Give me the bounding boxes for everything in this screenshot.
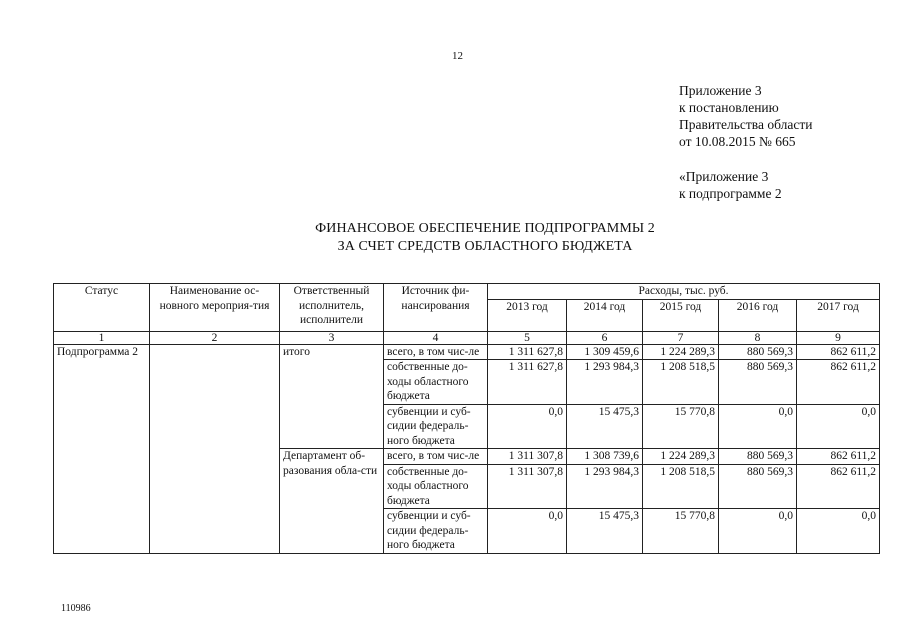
header-source: Источник фи-нансирования — [384, 284, 488, 332]
header-year: 2015 год — [643, 299, 719, 331]
page-number: 12 — [452, 50, 463, 62]
value-cell: 1 293 984,3 — [567, 464, 643, 509]
appendix-line: к подпрограмме 2 — [679, 186, 782, 201]
column-number: 8 — [719, 331, 797, 344]
name-cell — [150, 344, 280, 553]
value-cell: 15 770,8 — [643, 404, 719, 449]
value-cell: 0,0 — [488, 404, 567, 449]
value-cell: 880 569,3 — [719, 449, 797, 465]
value-cell: 1 311 627,8 — [488, 344, 567, 360]
value-cell: 862 611,2 — [797, 344, 880, 360]
header-year: 2013 год — [488, 299, 567, 331]
column-number: 2 — [150, 331, 280, 344]
financing-table — [53, 283, 880, 554]
header-year: 2014 год — [567, 299, 643, 331]
executor-cell: итого — [280, 344, 384, 449]
value-cell: 0,0 — [797, 509, 880, 554]
value-cell: 862 611,2 — [797, 360, 880, 405]
source-cell: собственные до-ходы областного бюджета — [384, 360, 488, 405]
value-cell: 0,0 — [488, 509, 567, 554]
value-cell: 15 475,3 — [567, 404, 643, 449]
value-cell: 15 475,3 — [567, 509, 643, 554]
value-cell: 1 311 627,8 — [488, 360, 567, 405]
column-number: 4 — [384, 331, 488, 344]
header-name: Наименование ос-новного мероприя-тия — [150, 284, 280, 332]
header-year: 2017 год — [797, 299, 880, 331]
value-cell: 15 770,8 — [643, 509, 719, 554]
value-cell: 1 308 739,6 — [567, 449, 643, 465]
column-number: 3 — [280, 331, 384, 344]
appendix-line: от 10.08.2015 № 665 — [679, 134, 796, 149]
column-number-row — [54, 331, 880, 344]
appendix-line: «Приложение 3 — [679, 169, 769, 184]
column-number: 9 — [797, 331, 880, 344]
title-line: ЗА СЧЕТ СРЕДСТВ ОБЛАСТНОГО БЮДЖЕТА — [337, 239, 633, 254]
source-cell: субвенции и суб-сидии федераль-ного бюджета — [384, 509, 488, 554]
header-expenses: Расходы, тыс. руб. — [488, 284, 880, 300]
column-number: 6 — [567, 331, 643, 344]
column-number: 5 — [488, 331, 567, 344]
value-cell: 1 224 289,3 — [643, 344, 719, 360]
value-cell: 862 611,2 — [797, 449, 880, 465]
table-row — [54, 344, 880, 360]
source-cell: собственные до-ходы областного бюджета — [384, 464, 488, 509]
source-cell: всего, в том чис-ле — [384, 344, 488, 360]
value-cell: 0,0 — [719, 404, 797, 449]
source-cell: всего, в том чис-ле — [384, 449, 488, 465]
appendix-line: Приложение 3 — [679, 83, 762, 98]
value-cell: 1 293 984,3 — [567, 360, 643, 405]
header-row — [54, 284, 880, 300]
column-number: 7 — [643, 331, 719, 344]
appendix-gap — [679, 150, 812, 168]
value-cell: 1 311 307,8 — [488, 464, 567, 509]
header-status: Статус — [54, 284, 150, 332]
appendix-line: Правительства области — [679, 117, 813, 132]
appendix-line: к постановлению — [679, 100, 779, 115]
value-cell: 880 569,3 — [719, 344, 797, 360]
status-cell: Подпрограмма 2 — [54, 344, 150, 553]
value-cell: 1 208 518,5 — [643, 464, 719, 509]
column-number: 1 — [54, 331, 150, 344]
value-cell: 862 611,2 — [797, 464, 880, 509]
header-executor: Ответственный исполнитель, исполнители — [280, 284, 384, 332]
value-cell: 1 311 307,8 — [488, 449, 567, 465]
appendix-block — [679, 82, 812, 202]
value-cell: 0,0 — [719, 509, 797, 554]
title-line: ФИНАНСОВОЕ ОБЕСПЕЧЕНИЕ ПОДПРОГРАММЫ 2 — [315, 221, 655, 236]
value-cell: 1 224 289,3 — [643, 449, 719, 465]
value-cell: 880 569,3 — [719, 360, 797, 405]
value-cell: 1 208 518,5 — [643, 360, 719, 405]
header-year: 2016 год — [719, 299, 797, 331]
value-cell: 880 569,3 — [719, 464, 797, 509]
document-title — [200, 220, 770, 256]
value-cell: 0,0 — [797, 404, 880, 449]
footer-document-number: 110986 — [61, 603, 91, 614]
source-cell: субвенции и суб-сидии федераль-ного бюджета — [384, 404, 488, 449]
value-cell: 1 309 459,6 — [567, 344, 643, 360]
executor-cell: Департамент об-разования обла-сти — [280, 449, 384, 554]
